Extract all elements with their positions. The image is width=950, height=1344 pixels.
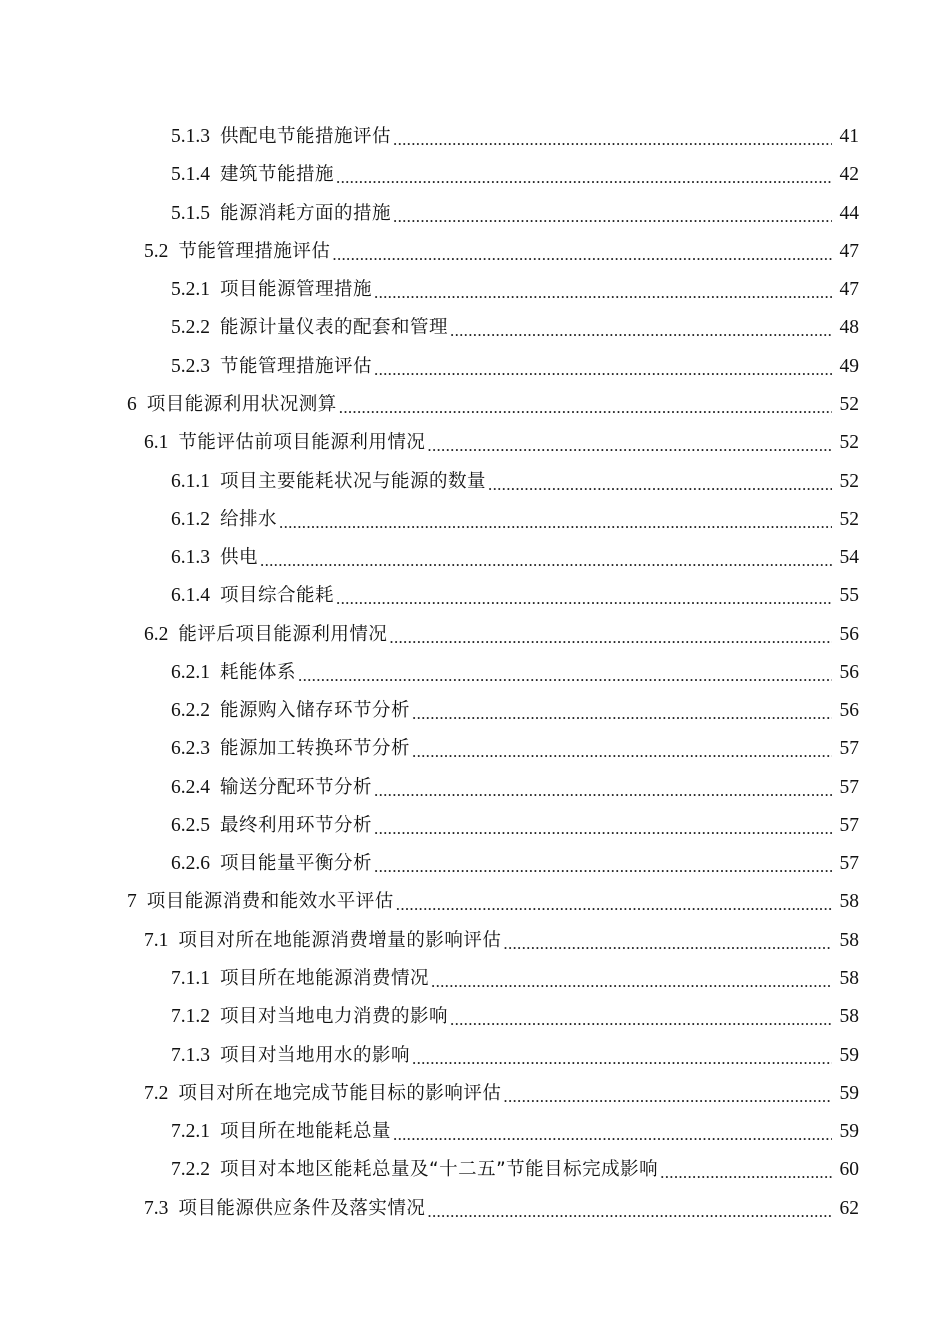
toc-entry[interactable] — [0, 1075, 950, 1113]
toc-entry[interactable] — [0, 539, 950, 577]
toc-entry-title: 项目对所在地能源消费增量的影响评估 — [178, 929, 502, 951]
toc-entry-title: 项目能量平衡分析 — [220, 853, 373, 875]
toc-entry-page: 52 — [839, 393, 859, 415]
toc-entry-page: 41 — [839, 126, 859, 148]
toc-entry[interactable] — [0, 309, 950, 347]
toc-entry-page: 57 — [839, 776, 859, 798]
toc-entry-page: 55 — [839, 585, 859, 607]
toc-entry-title: 项目所在地能耗总量 — [220, 1121, 392, 1143]
toc-entry-page: 48 — [839, 317, 859, 339]
toc-dot-leader — [412, 1037, 832, 1075]
toc-entry[interactable] — [0, 156, 950, 194]
toc-dot-leader — [298, 654, 832, 692]
toc-entry-number: 7 — [127, 891, 137, 913]
toc-entry-page: 59 — [839, 1121, 859, 1143]
toc-entry-page: 54 — [839, 547, 859, 569]
toc-entry[interactable] — [0, 960, 950, 998]
toc-entry-page: 57 — [839, 814, 859, 836]
toc-entry-page: 52 — [839, 470, 859, 492]
toc-entry-page: 57 — [839, 853, 859, 875]
toc-entry-page: 62 — [839, 1197, 859, 1219]
toc-entry-number: 6.2.1 — [171, 661, 210, 683]
toc-dot-leader — [412, 692, 832, 730]
toc-dot-leader — [393, 195, 832, 233]
toc-entry[interactable] — [0, 1036, 950, 1074]
toc-entry-number: 5.1.5 — [171, 202, 210, 224]
toc-entry-page: 56 — [839, 700, 859, 722]
toc-entry[interactable] — [0, 845, 950, 883]
toc-entry-number: 5.2.1 — [171, 279, 210, 301]
toc-entry-number: 6.2.5 — [171, 814, 210, 836]
toc-dot-leader — [427, 424, 832, 462]
toc-dot-leader — [412, 730, 832, 768]
toc-dot-leader — [389, 616, 832, 654]
toc-dot-leader — [393, 1113, 832, 1151]
toc-dot-leader — [393, 118, 832, 156]
toc-entry[interactable] — [0, 424, 950, 462]
toc-entry-title: 项目对本地区能耗总量及“十二五”节能目标完成影响 — [220, 1159, 659, 1181]
toc-entry-page: 42 — [839, 164, 859, 186]
toc-entry-title: 项目能源管理措施 — [220, 279, 373, 301]
toc-dot-leader — [503, 1075, 832, 1113]
toc-entry-number: 6.1.3 — [171, 547, 210, 569]
toc-dot-leader — [336, 577, 832, 615]
toc-entry-page: 59 — [839, 1082, 859, 1104]
toc-entry[interactable] — [0, 501, 950, 539]
toc-entry-number: 6.1.4 — [171, 585, 210, 607]
toc-entry-title: 能源购入储存环节分析 — [220, 700, 411, 722]
toc-entry-page: 47 — [839, 279, 859, 301]
toc-dot-leader — [427, 1190, 832, 1228]
toc-entry-number: 6 — [127, 393, 137, 415]
toc-entry-number: 5.2 — [144, 240, 169, 262]
toc-entry-number: 7.1.1 — [171, 967, 210, 989]
toc-entry-title: 项目所在地能源消费情况 — [220, 967, 430, 989]
toc-entry[interactable] — [0, 233, 950, 271]
toc-entry-number: 6.2.4 — [171, 776, 210, 798]
toc-entry-number: 5.1.3 — [171, 126, 210, 148]
toc-entry[interactable] — [0, 386, 950, 424]
toc-entry-title: 能评后项目能源利用情况 — [178, 623, 388, 645]
toc-entry-page: 52 — [839, 432, 859, 454]
toc-dot-leader — [336, 156, 832, 194]
toc-entry-number: 5.1.4 — [171, 164, 210, 186]
toc-entry[interactable] — [0, 271, 950, 309]
toc-entry-title: 节能评估前项目能源利用情况 — [178, 432, 426, 454]
toc-entry-number: 7.2.1 — [171, 1121, 210, 1143]
toc-dot-leader — [503, 922, 832, 960]
toc-dot-leader — [374, 271, 832, 309]
toc-entry-number: 5.2.3 — [171, 355, 210, 377]
table-of-contents — [0, 118, 950, 1228]
toc-entry-title: 节能管理措施评估 — [178, 240, 331, 262]
toc-entry[interactable] — [0, 922, 950, 960]
toc-entry-title: 项目能源供应条件及落实情况 — [178, 1197, 426, 1219]
toc-entry-title: 项目能源利用状况测算 — [146, 393, 337, 415]
toc-entry[interactable] — [0, 1113, 950, 1151]
toc-dot-leader — [488, 463, 832, 501]
toc-entry-title: 给排水 — [220, 508, 278, 530]
toc-entry-page: 58 — [839, 1006, 859, 1028]
toc-entry-title: 输送分配环节分析 — [220, 776, 373, 798]
toc-entry-number: 7.1.3 — [171, 1044, 210, 1066]
toc-entry-title: 项目综合能耗 — [220, 585, 335, 607]
toc-entry[interactable] — [0, 577, 950, 615]
toc-entry[interactable] — [0, 462, 950, 500]
toc-entry[interactable] — [0, 195, 950, 233]
toc-dot-leader — [279, 501, 832, 539]
toc-entry-page: 44 — [839, 202, 859, 224]
toc-dot-leader — [374, 769, 832, 807]
toc-entry[interactable] — [0, 807, 950, 845]
toc-entry-number: 7.3 — [144, 1197, 169, 1219]
toc-entry[interactable] — [0, 1151, 950, 1189]
toc-entry-number: 6.1.2 — [171, 508, 210, 530]
toc-entry-number: 6.2 — [144, 623, 169, 645]
toc-entry-title: 建筑节能措施 — [220, 164, 335, 186]
toc-entry-page: 57 — [839, 738, 859, 760]
toc-entry-page: 60 — [839, 1159, 859, 1181]
toc-entry-number: 6.2.3 — [171, 738, 210, 760]
toc-entry[interactable] — [0, 118, 950, 156]
toc-dot-leader — [332, 233, 832, 271]
toc-entry-number: 7.2 — [144, 1082, 169, 1104]
toc-entry-number: 6.1 — [144, 432, 169, 454]
toc-entry[interactable] — [0, 883, 950, 921]
toc-entry-title: 耗能体系 — [220, 661, 297, 683]
toc-entry-title: 供配电节能措施评估 — [220, 126, 392, 148]
toc-entry-title: 节能管理措施评估 — [220, 355, 373, 377]
toc-entry-title: 能源消耗方面的措施 — [220, 202, 392, 224]
toc-entry-page: 56 — [839, 623, 859, 645]
toc-entry[interactable] — [0, 998, 950, 1036]
toc-entry[interactable] — [0, 730, 950, 768]
toc-entry-page: 56 — [839, 661, 859, 683]
toc-entry-number: 6.2.6 — [171, 853, 210, 875]
toc-entry-page: 52 — [839, 508, 859, 530]
toc-entry-number: 7.1.2 — [171, 1006, 210, 1028]
toc-entry-page: 58 — [839, 967, 859, 989]
toc-entry-title: 供电 — [220, 547, 259, 569]
toc-entry-number: 6.1.1 — [171, 470, 210, 492]
toc-dot-leader — [374, 807, 832, 845]
toc-entry-page: 59 — [839, 1044, 859, 1066]
toc-entry-title: 能源计量仪表的配套和管理 — [220, 317, 449, 339]
toc-entry[interactable] — [0, 769, 950, 807]
toc-dot-leader — [374, 348, 832, 386]
toc-entry[interactable] — [0, 1189, 950, 1227]
toc-dot-leader — [374, 845, 832, 883]
toc-entry-title: 能源加工转换环节分析 — [220, 738, 411, 760]
toc-entry-title: 项目对当地用水的影响 — [220, 1044, 411, 1066]
toc-entry[interactable] — [0, 348, 950, 386]
toc-dot-leader — [260, 539, 832, 577]
toc-entry-number: 7.1 — [144, 929, 169, 951]
toc-dot-leader — [450, 998, 832, 1036]
toc-entry-title: 项目能源消费和能效水平评估 — [146, 891, 394, 913]
toc-dot-leader — [450, 309, 832, 347]
toc-entry-page: 49 — [839, 355, 859, 377]
toc-entry-number: 7.2.2 — [171, 1159, 210, 1181]
toc-entry-page: 58 — [839, 929, 859, 951]
toc-entry-title: 项目对所在地完成节能目标的影响评估 — [178, 1082, 502, 1104]
toc-dot-leader — [660, 1151, 832, 1189]
toc-entry-title: 最终利用环节分析 — [220, 814, 373, 836]
toc-entry-title: 项目主要能耗状况与能源的数量 — [220, 470, 487, 492]
toc-dot-leader — [339, 386, 832, 424]
toc-entry-page: 58 — [839, 891, 859, 913]
toc-entry[interactable] — [0, 692, 950, 730]
toc-entry-title: 项目对当地电力消费的影响 — [220, 1006, 449, 1028]
toc-entry[interactable] — [0, 654, 950, 692]
toc-dot-leader — [396, 883, 832, 921]
toc-entry[interactable] — [0, 615, 950, 653]
toc-entry-number: 5.2.2 — [171, 317, 210, 339]
toc-entry-page: 47 — [839, 240, 859, 262]
toc-dot-leader — [431, 960, 832, 998]
toc-entry-number: 6.2.2 — [171, 700, 210, 722]
